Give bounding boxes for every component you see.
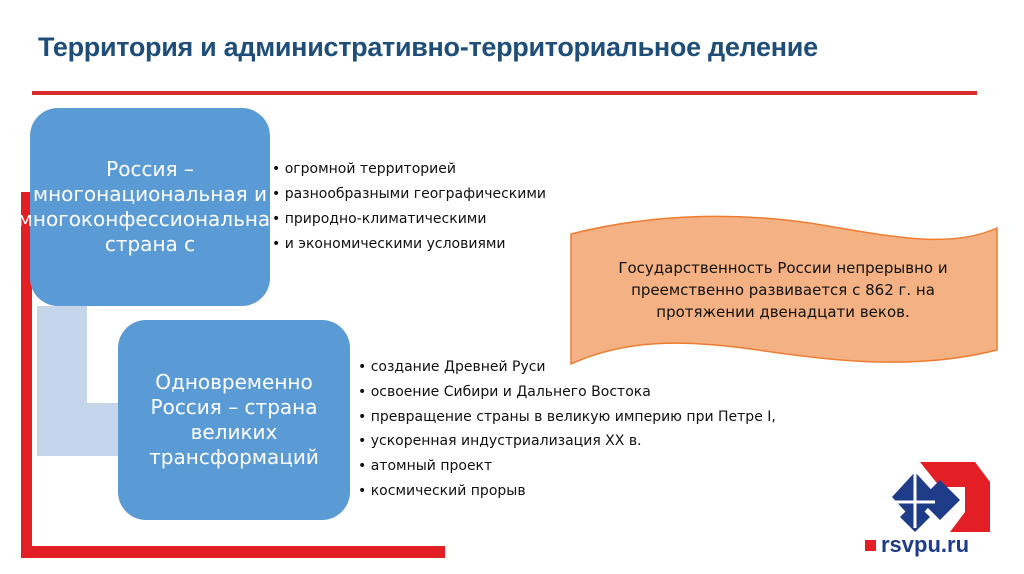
conditions-list [272, 157, 546, 257]
logo-square-icon [865, 540, 876, 551]
list-item: • создание Древней Руси [358, 355, 776, 380]
russia-multinational-box [17, 108, 283, 306]
russia-multinational-text: Россия – многонациональная и многоконфессиональная страна с [17, 157, 283, 256]
rsvpu-logo-icon [880, 462, 990, 532]
list-item: • природно-климатическими [272, 207, 546, 232]
list-item: • атомный проект [358, 454, 776, 479]
statehood-text: Государственность России непрерывно и преемственно развивается с 862 г. на протяжении двенадцати веков. [618, 259, 948, 321]
transformations-list [358, 355, 776, 504]
list-item: • ускоренная индустриализация XX в. [358, 429, 776, 454]
statehood-banner [568, 214, 1000, 370]
list-item: • космический прорыв [358, 479, 776, 504]
connector-horizontal [37, 403, 127, 456]
transformations-text: Одновременно Россия – страна великих трансформаций [149, 370, 319, 469]
logo-text: rsvpu.ru [881, 532, 970, 557]
transformations-box [118, 320, 350, 520]
red-bracket-horizontal [21, 546, 445, 558]
rsvpu-logo [865, 532, 969, 558]
title-underline [32, 91, 977, 95]
list-item: • превращение страны в великую империю при Петре I, [358, 405, 776, 430]
page-title: Территория и административно-территориальное деление [38, 32, 818, 62]
list-item: • огромной территорией [272, 157, 546, 182]
list-item: • и экономическими условиями [272, 232, 546, 257]
list-item: • освоение Сибири и Дальнего Востока [358, 380, 776, 405]
list-item: • разнообразными географическими [272, 182, 546, 207]
